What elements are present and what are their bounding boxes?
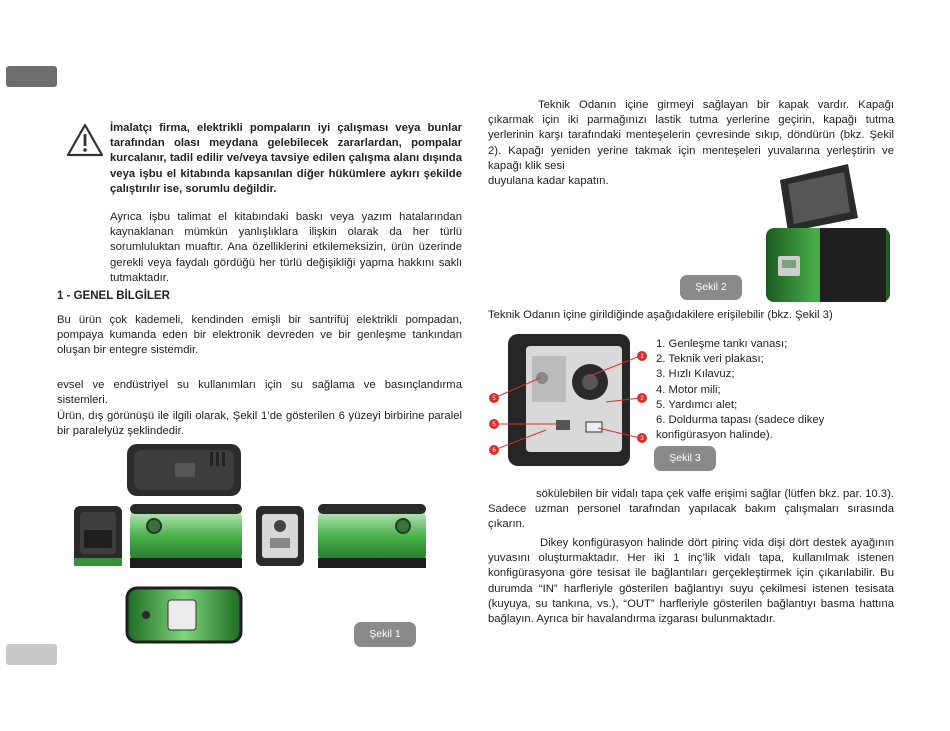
paragraph-check-valve: sökülebilen bir vidalı tapa çek valfe erişimi sağlar (lütfen bkz. par. 10.3). Sadece uzman personel tarafından yapılacak bakım çalışmaları sırasında çıkarın.: [488, 488, 894, 531]
list-item: 4. Motor mili;: [656, 383, 721, 396]
figure-2-label: Şekil 2: [680, 275, 742, 300]
pump-front-view: [130, 504, 242, 568]
list-item: 2. Teknik veri plakası;: [656, 353, 764, 366]
callout-6: 6: [492, 448, 496, 454]
paragraph-access: Teknik Odanın içine girildiğinde aşağıdakilere erişilebilir (bkz. Şekil 3): [488, 309, 833, 321]
page-tab-dark: [6, 66, 57, 87]
callout-5b: 5: [492, 422, 496, 428]
pump-left-view: [74, 506, 122, 566]
callout-1: 1: [640, 354, 644, 360]
access-list: [656, 337, 876, 443]
warning-text: Ayrıca işbu talimat el kitabındaki baskı veya yazım hatalarından kaynaklanan mümkün yanlışlıklara ilişkin olarak da her türlü sorumluluktan muaftır. Ana özelliklerini etkilemeksizin, ürün üzerinde gerekli veya faydalı gördüğü her türlü değişikliği yapma hakkını saklı tutmaktadır.: [110, 211, 462, 284]
figure-1-pump-views: [70, 440, 440, 650]
figure-1-label: Şekil 1: [354, 622, 416, 647]
warning-bold-text: İmalatçı firma, elektrikli pompaların iyi çalışması veya bunlar tarafından olası meydana gelebilecek zararlardan, pompalar kurcalanır, tadil edilir ve/veya tavsiye edilen çalışma alanı dışında veya işbu el kitabında kapsanılan diğer hükümlere aykırı şekilde çalıştırılır ise, sorumlu değildir.: [110, 122, 462, 195]
section-title: 1 - GENEL BİLGİLER: [57, 290, 170, 302]
page-tab-light: [6, 644, 57, 665]
pump-top-view: [127, 444, 241, 496]
paragraph-uses: evsel ve endüstriyel su kullanımları için su sağlama ve basınçlandırma sistemleri.: [57, 379, 462, 407]
callout-2: 2: [640, 396, 644, 402]
paragraph-intro: Bu ürün çok kademeli, kendinden emişli bir santrifüj elektrikli pompadan, pompaya kumanda eden bir elektronik devreden ve bir genleşme tankından oluşan bir entegre sistemdir.: [57, 314, 462, 357]
callout-3: 3: [640, 436, 644, 442]
list-item: 3. Hızlı Kılavuz;: [656, 368, 735, 381]
paragraph-cover-end: duyulana kadar kapatın.: [488, 175, 609, 187]
paragraph-cover: Teknik Odanın içine girmeyi sağlayan bir kapak vardır. Kapağı çıkarmak için iki parmağınızı lastik tutma yerlerine geçirin, kapağı tutma yerlerinin karşı tarafındaki menteşelerin çevresinde sıkıp, döndürün (bkz. Şekil 2). Kapağı yeniden yerine takmak için menteşeleri yuvalarına yerleştirin ve kapağı klik sesi: [488, 99, 894, 172]
list-item: 6. Doldurma tapası (sadece dikey konfigürasyon halinde).: [656, 414, 825, 442]
list-item: 1. Genleşme tankı vanası;: [656, 338, 788, 350]
paragraph-vertical-config: Dikey konfigürasyon halinde dört pirinç vida dişi dört destek ayağının yuvasını oluşturmaktadır. Her iki 1 inç’lik vidalı tapa, kullanılmak istenen konfigürasyona göre tesisat ile bağlantıları gerçekleştirmek için çıkarılabilir. Bu durumda “IN” harfleriyle gösterilen bağlantıyı suyu çekilmesi istenen tesisata (kuyuya, su tankına, vs.), “OUT” harfleriyle gösterilen bağlantıyı basma hattına bağlayın. Ayrıca bir havalandırma izgarası bulunmaktadır.: [488, 537, 894, 626]
figure-3-label: Şekil 3: [654, 446, 716, 471]
warning-icon: [66, 123, 104, 157]
pump-bottom-view: [127, 588, 241, 642]
paragraph-shape: Ürün, dış görünüşü ile ilgili olarak, Şekil 1’de gösterilen 6 yüzeyi birbirine paralel bir paralelyüz şeklindedir.: [57, 410, 462, 438]
callout-5: 5: [492, 396, 496, 402]
list-item: 5. Yardımcı alet;: [656, 398, 738, 411]
pump-back-view: [256, 506, 304, 566]
pump-right-view: [318, 504, 426, 568]
figure-3-technical-room: [486, 330, 654, 470]
figure-2-cover-open: [760, 162, 895, 302]
